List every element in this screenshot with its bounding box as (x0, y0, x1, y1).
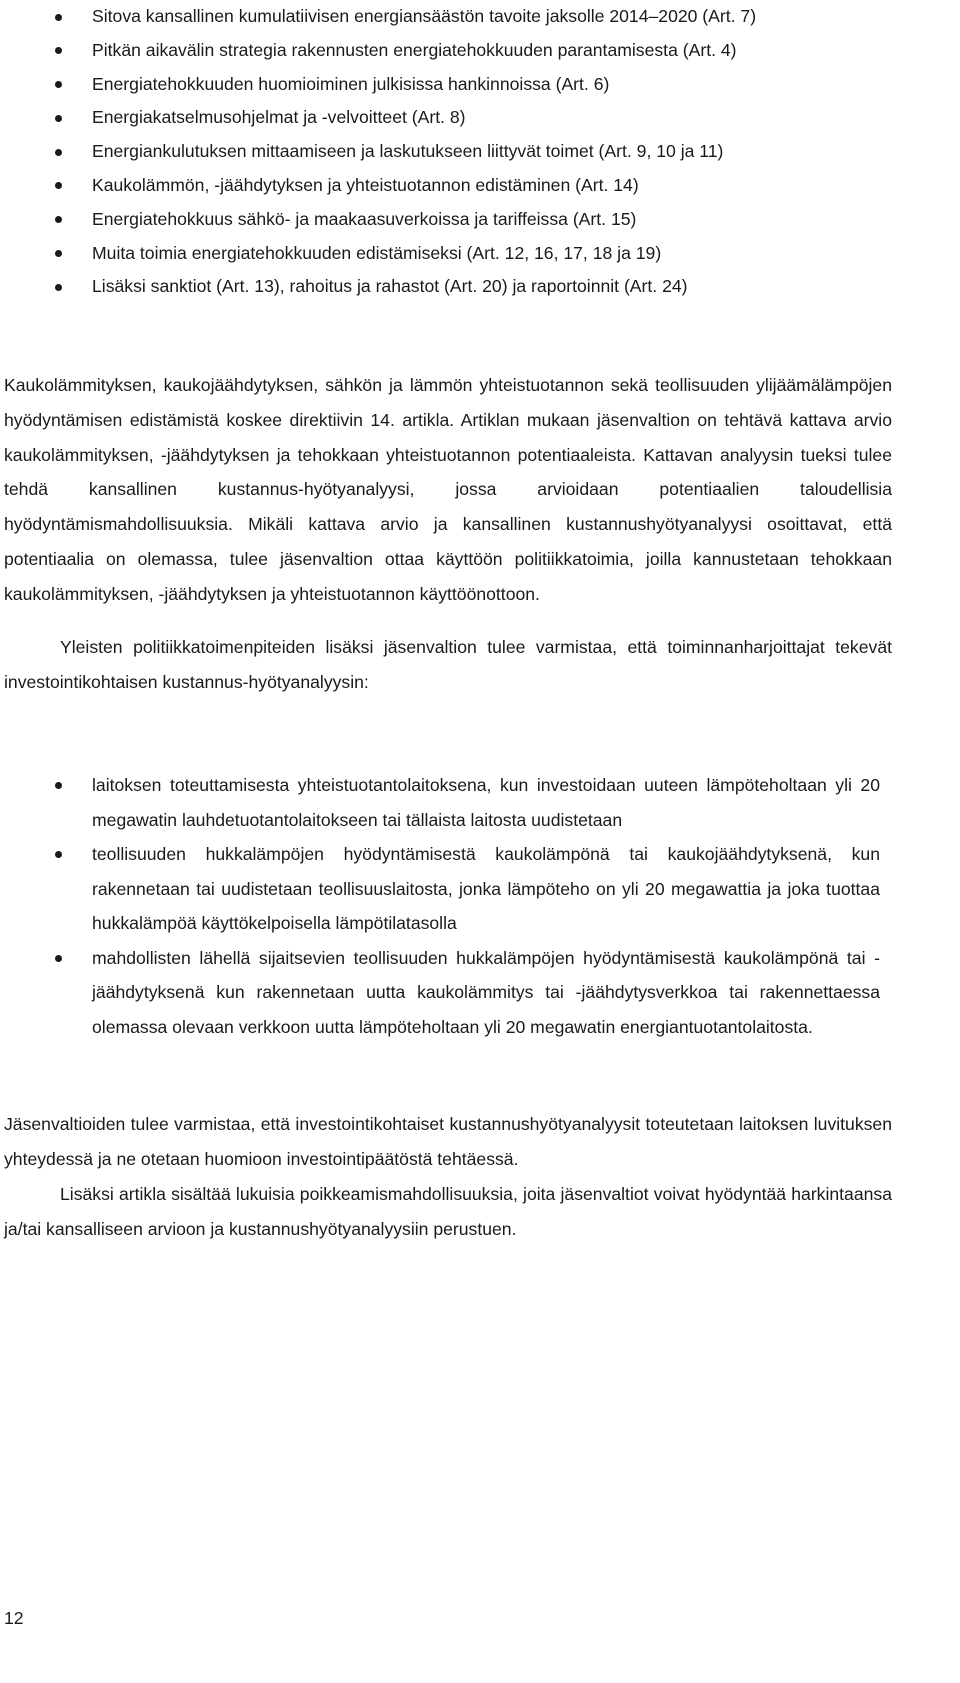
body-paragraph: Jäsenvaltioiden tulee varmistaa, että investointikohtaiset kustannushyötyanalyysit toteutetaan laitoksen luvituksen yhteydessä ja ne otetaan huomioon investointipäätöstä tehtäessä. (4, 1114, 892, 1169)
list-item: Energiakatselmusohjelmat ja -velvoitteet (Art. 8) (0, 101, 930, 135)
list-item: Energiatehokkuuden huomioiminen julkisissa hankinnoissa (Art. 6) (0, 68, 930, 102)
body-paragraph: Lisäksi artikla sisältää lukuisia poikkeamismahdollisuuksia, joita jäsenvaltiot voivat hyödyntää harkintaansa ja/tai kansalliseen arvioon ja kustannushyötyanalyysiin perustuen. (4, 1184, 892, 1239)
list-item: Kaukolämmön, -jäähdytyksen ja yhteistuotannon edistäminen (Art. 14) (0, 169, 930, 203)
list-item: Lisäksi sanktiot (Art. 13), rahoitus ja rahastot (Art. 20) ja raportoinnit (Art. 24) (0, 270, 930, 304)
body-paragraph: Kaukolämmityksen, kaukojäähdytyksen, sähkön ja lämmön yhteistuotannon sekä teollisuuden ylijäämälämpöjen hyödyntämisen edistämistä koskee direktiivin 14. artikla. Artiklan mukaan jäsenvaltion on tehtävä kattava arvio kaukolämmityksen, -jäähdytyksen ja tehokkaan yhteistuotannon potentiaaleista. Kattavan analyysin tueksi tulee tehdä kansallinen kustannus-hyötyanalyysi, jossa arvioidaan potentiaalien taloudellisia hyödyntämismahdollisuuksia. Mikäli kattava arvio ja kansallinen kustannushyötyanalyysi osoittavat, että potentiaalia on olemassa, tulee jäsenvaltion ottaa käyttöön politiikkatoimia, joilla kannustetaan tehokkaan kaukolämmityksen, -jäähdytyksen ja yhteistuotannon käyttöönottoon. (4, 375, 892, 604)
body-paragraph: Yleisten politiikkatoimenpiteiden lisäksi jäsenvaltion tulee varmistaa, että toiminnanharjoittajat tekevät investointikohtaisen kustannus-hyötyanalyysin: (4, 637, 892, 692)
list-item: Energiankulutuksen mittaamiseen ja laskutukseen liittyvät toimet (Art. 9, 10 ja 11) (0, 135, 930, 169)
list-item: mahdollisten lähellä sijaitsevien teollisuuden hukkalämpöjen hyödyntämisestä kaukolämpönä tai -jäähdytyksenä kun rakennetaan uutta kaukolämmitys tai -jäähdytysverkkoa tai rakennettaessa olemassa olevaan verkkoon uutta lämpöteholtaan yli 20 megawatin energiantuotantolaitosta. (0, 941, 880, 1045)
page-number: 12 (4, 1608, 24, 1628)
list-item: laitoksen toteuttamisesta yhteistuotantolaitoksena, kun investoidaan uuteen lämpöteholtaan yli 20 megawatin lauhdetuotantolaitokseen tai tällaista laitosta uudistetaan (0, 768, 880, 837)
list-item: Sitova kansallinen kumulatiivisen energiansäästön tavoite jaksolle 2014–2020 (Art. 7) (0, 0, 930, 34)
list-item: Pitkän aikavälin strategia rakennusten energiatehokkuuden parantamisesta (Art. 4) (0, 34, 930, 68)
list-item: Muita toimia energiatehokkuuden edistämiseksi (Art. 12, 16, 17, 18 ja 19) (0, 237, 930, 271)
list-item: Energiatehokkuus sähkö- ja maakaasuverkoissa ja tariffeissa (Art. 15) (0, 203, 930, 237)
article-bullet-list (0, 0, 930, 304)
list-item: teollisuuden hukkalämpöjen hyödyntämisestä kaukolämpönä tai kaukojäähdytyksenä, kun rakennetaan tai uudistetaan teollisuuslaitosta, jonka lämpöteho on yli 20 megawattia ja joka tuottaa hukkalämpöä käyttökelpoisella lämpötilatasolla (0, 837, 880, 941)
analysis-bullet-list (0, 768, 880, 1044)
